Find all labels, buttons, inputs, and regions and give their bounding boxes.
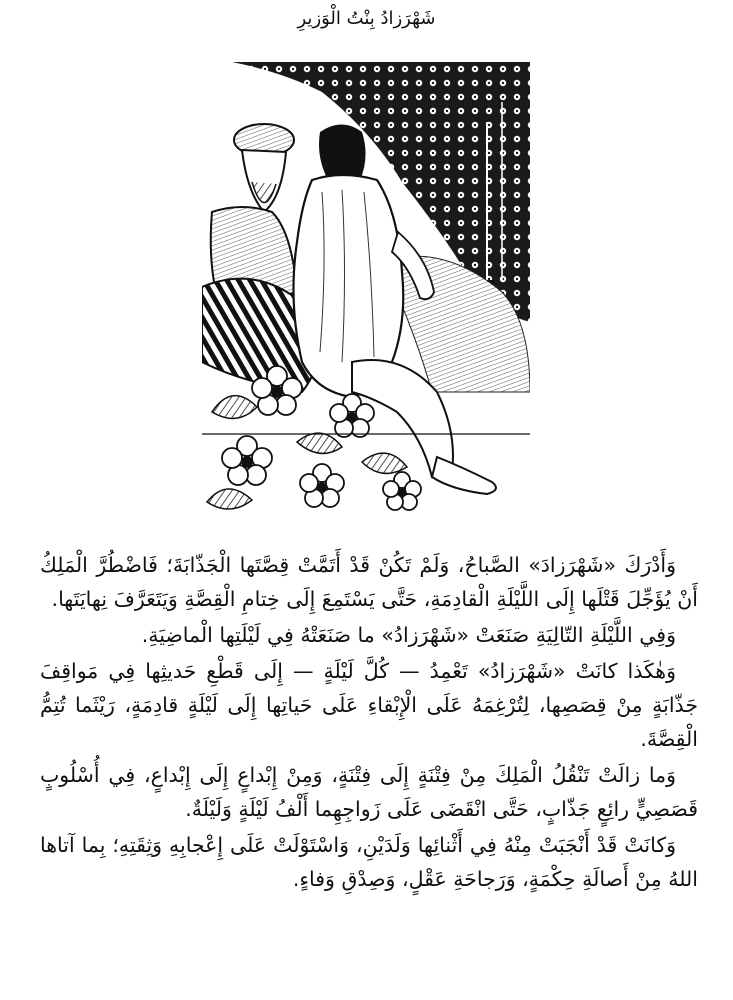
story-text [40, 548, 698, 898]
paragraph: وَفِي اللَّيْلَةِ التّالِيَةِ صَنَعَتْ «شَهْرَزادُ» ما صَنَعَتْهُ فِي لَيْلَتِها الْماضِيَةِ. [141, 623, 676, 647]
paragraph: وَما زالَتْ تَنْقُلُ الْمَلِكَ مِنْ فِتْنَةٍ إِلَى فِتْنَةٍ، وَمِنْ إِبْداعٍ إِلَى إِبْداعٍ، فِي أُسْلُوبٍ قَصَصِيٍّ رائِعٍ جَذّابٍ، حَتَّى انْقَضَى عَلَى زَواجِهِما أَلْفُ لَيْلَةٍ وَلَيْلَةٌ. [40, 763, 698, 821]
paragraph: وَأَدْرَكَ «شَهْرَزادَ» الصَّباحُ، وَلَمْ تَكُنْ قَدْ أَتَمَّتْ قِصَّتَها الْجَذّابَةَ؛ فَاضْطُرَّ الْمَلِكُ أَنْ يُؤَجِّلَ قَتْلَها إِلَى اللَّيْلَةِ الْقادِمَةِ، حَتَّى يَسْتَمِعَ إِلَى خِتامِ الْقِصَّةِ وَيَتَعَرَّفَ نِهايَتَها. [40, 553, 698, 611]
paragraph: وَهٰكَذا كانَتْ «شَهْرَزادُ» تَعْمِدُ — كُلَّ لَيْلَةٍ — إِلَى قَطْعِ حَديثِها فِي مَواقِفَ جَذّابَةٍ مِنْ قِصَصِها، لِتُرْغِمَهُ عَلَى الْإِبْقاءِ عَلَى حَياتِها إِلَى لَيْلَةٍ قادِمَةٍ، رَيْثَما تُتِمُّ الْقِصَّةَ. [40, 659, 698, 751]
storyteller-illustration [202, 62, 530, 518]
page-title: شَهْرَزادُ بِنْتُ الْوَزيرِ [297, 8, 436, 29]
paragraph: وَكانَتْ قَدْ أَنْجَبَتْ مِنْهُ فِي أَثْنائِها وَلَدَيْنِ، وَاسْتَوْلَتْ عَلَى إِعْجابِهِ وَثِقَتِهِ؛ بِما آتاها اللهُ مِنْ أَصالَةِ حِكْمَةٍ، وَرَجاحَةِ عَقْلٍ، وَصِدْقِ وَفاءٍ. [40, 833, 698, 891]
